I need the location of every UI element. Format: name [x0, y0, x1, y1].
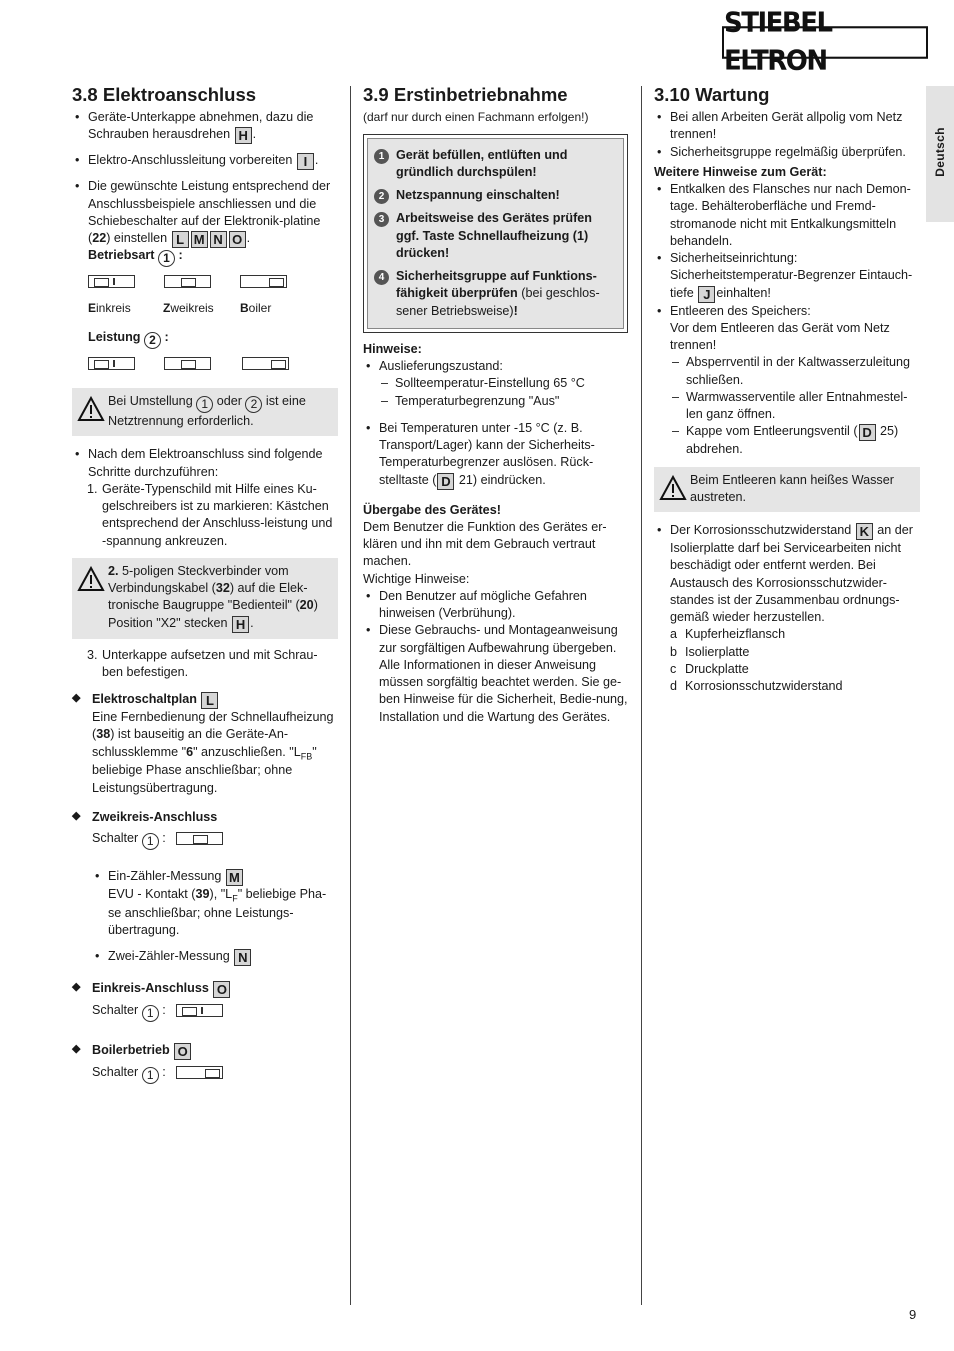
mode-labels: [88, 300, 338, 316]
list-item: • Geräte-Unterkappe abnehmen, dazu die Schrauben herausdrehen H .: [72, 109, 338, 144]
sub-item: – Warmwasserventile aller Entnahmestel-len ganz öffnen.: [670, 389, 920, 424]
ref-circle: 2: [144, 332, 161, 349]
section-wartung: [654, 84, 920, 695]
page-number: 9: [909, 1307, 917, 1322]
step-item: 3 Arbeitsweise des Gerätes prüfen ggf. Taste Schnellaufheizung (1) drücken!: [396, 210, 617, 262]
warning-icon: [659, 475, 687, 501]
slide-switch-icon: [240, 275, 287, 288]
mode-label: Boiler: [240, 301, 272, 316]
list-item: • Bei Temperaturen unter -15 °C (z. B. Transport/Lager) kann der Sicherheits-Temperaturbegrenzer auslösen. Rück-stelltaste ( D 21) eindrücken.: [363, 420, 628, 490]
part-item: b Isolierplatte: [670, 644, 750, 659]
warning-box: 2. 5-poligen Steckverbinder vom Verbindungskabel (32) auf die Elek-tronische Baugruppe "Bedienteil" (20) Position "X2" stecken H .: [72, 558, 338, 639]
sub-item: – Kappe vom Entleerungsventil ( D 25) abdrehen.: [670, 423, 920, 458]
sub-item: – Temperaturbegrenzung "Aus": [379, 393, 628, 410]
list-item: • Nach dem Elektroanschluss sind folgende Schritte durchzuführen:: [72, 446, 338, 481]
list-item: • Sicherheitseinrichtung: Sicherheitstemperatur-Begrenzer Eintauch-tiefe J einhalten!: [654, 250, 920, 303]
column-divider: [641, 86, 642, 1305]
list-item: • Elektro-Anschlussleitung vorbereiten I .: [72, 152, 338, 170]
list-item: • Auslieferungszustand: – Sollteemperatur-Einstellung 65 °C – Temperaturbegrenzung "Aus": [363, 358, 628, 410]
betriebsart-label: Betriebsart 1 :: [88, 248, 183, 266]
figure-ref-box: L: [172, 231, 189, 248]
switch-row: [88, 355, 338, 372]
switch-line: Schalter 1 :: [72, 830, 338, 850]
mode-label: Einkreis: [88, 301, 131, 316]
slide-switch-icon: [176, 1066, 223, 1079]
sub-list: [72, 868, 338, 965]
mode-label: Zweikreis: [163, 301, 214, 316]
section-title: 3.8 Elektroanschluss: [72, 84, 257, 105]
slide-switch-icon: [88, 357, 135, 370]
list-item: • Sicherheitsgruppe regelmäßig überprüfen.: [654, 144, 920, 161]
list-item: • Entkalken des Flansches nur nach Demon-tage. Behälteroberfläche und Fremd-stromanode nicht mit Entkalkungsmitteln behandeln.: [654, 181, 920, 250]
parts-list: [670, 626, 920, 695]
section-subtitle: (darf nur durch einen Fachmann erfolgen!): [363, 110, 589, 125]
heading: Hinweise:: [363, 341, 422, 356]
step-item: 2 Netzspannung einschalten!: [396, 187, 617, 204]
warning-icon: [77, 396, 105, 422]
brand-logo: STIEBEL ELTRON: [722, 26, 928, 59]
language-tab: [926, 86, 954, 222]
slide-switch-icon: [176, 832, 223, 845]
slide-switch-icon: [88, 275, 135, 288]
leistung-label: Leistung 2 :: [88, 329, 169, 347]
list-item: • Ein-Zähler-Messung M EVU - Kontakt (39), "$L_F$" beliebige Pha-se anschließbar; ohne Leistungs-übertragung.: [92, 868, 338, 939]
section-erstinbetriebnahme: [363, 84, 628, 726]
slide-switch-icon: [164, 357, 211, 370]
steps-box: [363, 134, 628, 333]
list-item: • Die gewünschte Leistung entsprechend der Anschlussbeispiele anschliessen und die Schiebeschalter auf der Elektronik-platine (22) einstellen L M N O .: [72, 178, 338, 248]
mode-settings: [72, 247, 338, 372]
switch-line: Schalter 1 :: [72, 1002, 338, 1022]
switch-row: [88, 273, 338, 290]
step-item: 3. Unterkappe aufsetzen und mit Schrau-ben befestigen.: [87, 647, 318, 679]
sub-item: – Sollteemperatur-Einstellung 65 °C: [379, 375, 628, 392]
section-title: 3.10 Wartung: [654, 84, 770, 105]
slide-switch-icon: [164, 275, 211, 288]
step-item: 1. Geräte-Typenschild mit Hilfe eines Ku-gelschreibers ist zu markieren: Kästchen entsprechend der Anschluss-leistung und -spannung ankreuzen.: [87, 481, 333, 548]
subsection-title: ◆ Elektroschaltplan L: [72, 691, 338, 709]
subsection-title: ◆ Einkreis-Anschluss O: [72, 980, 338, 998]
figure-ref-box: N: [210, 231, 227, 248]
slide-switch-icon: [176, 1004, 223, 1017]
list-item: • Bei allen Arbeiten Gerät allpolig vom Netz trennen!: [654, 109, 920, 144]
part-item: a Kupferheizflansch: [670, 627, 786, 642]
list-item: • Entleeren des Speichers: Vor dem Entleeren das Gerät vom Netz trennen! – Absperrventil in der Kaltwasserzuleitung schließen. – Warmwasserventile aller Entnahmestel-len ganz öffnen. – Kappe vom Entleerungsventil ( D 25) abdrehen.: [654, 303, 920, 459]
subsection-title: ◆ Zweikreis-Anschluss: [72, 809, 338, 826]
switch-line: Schalter 1 :: [72, 1064, 338, 1084]
language-tab-label: Deutsch: [932, 127, 947, 177]
list-item: • Diese Gebrauchs- und Montageanweisung zur sorgfältigen Aufbewahrung übergeben. Alle Informationen in dieser Anweisung müssen sorgfältig beachtet werden. Sie ge-ben Hinweise für die Sicherheit, Bedie-nung, Installation und die Wartung des Gerätes.: [363, 622, 628, 726]
section-elektroanschluss: [72, 84, 338, 1084]
warning-box: Beim Entleeren kann heißes Wasser austreten.: [654, 467, 920, 513]
figure-ref-box: O: [229, 231, 246, 248]
warning-box: Bei Umstellung 1 oder 2 ist eine Netztrennung erforderlich.: [72, 388, 338, 436]
heading: Weitere Hinweise zum Gerät:: [654, 164, 827, 179]
slide-switch-icon: [242, 357, 289, 370]
ref-circle: 1: [158, 250, 175, 267]
list-item: • Den Benutzer auf mögliche Gefahren hinweisen (Verbrühung).: [363, 588, 628, 623]
section-title: 3.9 Erstinbetriebnahme: [363, 84, 568, 105]
column-divider: [350, 86, 351, 1305]
sub-item: – Absperrventil in der Kaltwasserzuleitung schließen.: [670, 354, 920, 389]
subsection-title: ◆ Boilerbetrieb O: [72, 1042, 338, 1060]
part-item: d Korrosionsschutzwiderstand: [670, 679, 843, 694]
part-item: c Druckplatte: [670, 661, 749, 676]
figure-ref-box: H: [235, 127, 252, 144]
warning-icon: [77, 566, 105, 592]
figure-ref-box: M: [191, 231, 208, 248]
list-item: • Der Korrosionsschutzwiderstand K an der Isolierplatte darf bei Servicearbeiten nicht beschädigt oder entfernt werden. Bei Austausch des Korrosionsschutzwider-standes ist der Zusammenbau ordnungs-gemäß wieder herzustellen. a Kupferheizflansch b Isolierplatte c Druckplatte d Korrosionsschutzwiderstand: [654, 522, 920, 695]
paragraph: Wichtige Hinweise:: [363, 571, 470, 586]
step-item: 1 Gerät befüllen, entlüften und gründlich durchspülen!: [396, 147, 617, 182]
heading: Übergabe des Gerätes!: [363, 502, 501, 517]
paragraph: Dem Benutzer die Funktion des Gerätes er-klären und ihn mit dem Gebrauch vertraut machen.: [363, 519, 607, 569]
paragraph: Eine Fernbedienung der Schnellaufheizung (38) ist bauseitig an die Geräte-An-schlussklemme "6" anzuschließen. "$L_{FB}$" beliebige Phase anschließbar; ohne Leistungsübertragung.: [92, 710, 334, 795]
step-item: 4 Sicherheitsgruppe auf Funktions-fähigkeit überprüfen (bei geschlos-sener Betriebsweise)!: [396, 268, 617, 320]
figure-ref-box: I: [297, 153, 314, 170]
list-item: • Zwei-Zähler-Messung N: [92, 948, 338, 966]
